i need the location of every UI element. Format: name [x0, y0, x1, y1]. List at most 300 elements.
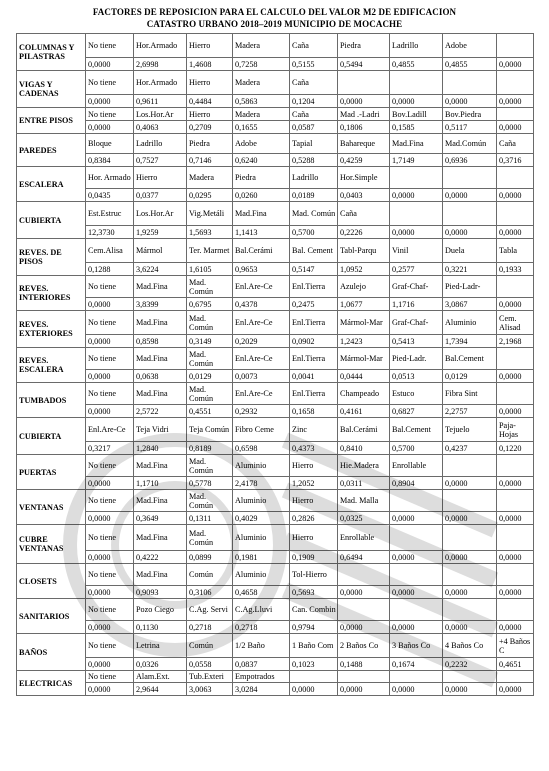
material-label-cell: Tejuelo	[443, 418, 497, 442]
material-label-cell: Graf-Chaf-	[390, 276, 443, 298]
factor-value-cell: 0,0000	[338, 95, 390, 108]
material-label-cell: Hor.Armado	[134, 34, 187, 58]
factor-value-cell: 0,0000	[497, 551, 534, 564]
material-label-cell: Caña	[290, 34, 338, 58]
material-label-cell: Bal.Cerámi	[233, 239, 290, 263]
factor-value-cell: 0,0000	[390, 683, 443, 696]
factor-value-cell: 0,0129	[187, 370, 233, 383]
factor-value-cell: 0,0403	[338, 189, 390, 202]
factor-value-cell: 0,0000	[86, 621, 134, 634]
category-cell: CUBIERTA	[17, 202, 86, 239]
material-label-cell: Teja Vidri	[134, 418, 187, 442]
material-label-cell	[497, 455, 534, 477]
factor-value-cell: 0,4063	[134, 121, 187, 134]
label-row	[17, 490, 534, 512]
factor-value-cell: 0,4551	[187, 405, 233, 418]
material-label-cell: Hor.Simple	[338, 167, 390, 189]
value-row	[17, 658, 534, 671]
factor-value-cell: 0,2232	[443, 658, 497, 671]
material-label-cell: Bal.Cement	[390, 418, 443, 442]
factor-value-cell: 1,7149	[390, 154, 443, 167]
material-label-cell: Hierro	[290, 455, 338, 477]
factor-value-cell: 0,1488	[338, 658, 390, 671]
factor-value-cell: 1,2840	[134, 442, 187, 455]
material-label-cell	[497, 383, 534, 405]
factor-value-cell: 2,1968	[497, 335, 534, 348]
factor-value-cell: 0,0000	[497, 512, 534, 525]
factor-value-cell: 0,4373	[290, 442, 338, 455]
factor-value-cell: 0,4484	[187, 95, 233, 108]
material-label-cell: Adobe	[233, 134, 290, 154]
value-row	[17, 512, 534, 525]
material-label-cell: No tiene	[86, 564, 134, 586]
material-label-cell	[443, 167, 497, 189]
factor-value-cell: 0,9653	[233, 263, 290, 276]
material-label-cell: Los.Hor.Ar	[134, 202, 187, 226]
material-label-cell	[390, 202, 443, 226]
factor-value-cell: 0,6936	[443, 154, 497, 167]
material-label-cell: No tiene	[86, 671, 134, 683]
material-label-cell: Caña	[497, 134, 534, 154]
factor-value-cell: 0,2577	[390, 263, 443, 276]
material-label-cell: No tiene	[86, 311, 134, 335]
factor-value-cell: 1,1413	[233, 226, 290, 239]
category-cell: REVES. DE PISOS	[17, 239, 86, 276]
category-cell: BAÑOS	[17, 634, 86, 671]
value-row	[17, 442, 534, 455]
material-label-cell: No tiene	[86, 525, 134, 551]
factor-value-cell: 1,4608	[187, 58, 233, 71]
material-label-cell	[497, 599, 534, 621]
material-label-cell	[338, 564, 390, 586]
factor-value-cell: 0,0000	[497, 95, 534, 108]
factor-value-cell: 0,0000	[86, 298, 134, 311]
material-label-cell: Común	[187, 564, 233, 586]
material-label-cell: Enl.Tierra	[290, 383, 338, 405]
factor-value-cell: 0,0000	[443, 586, 497, 599]
material-label-cell: Mad. Común	[290, 202, 338, 226]
material-label-cell	[390, 525, 443, 551]
factor-value-cell: 0,9794	[290, 621, 338, 634]
factor-value-cell: 0,0000	[86, 477, 134, 490]
factor-value-cell: 0,0000	[338, 683, 390, 696]
material-label-cell: No tiene	[86, 348, 134, 370]
factor-value-cell: 0,0000	[497, 58, 534, 71]
material-label-cell	[497, 108, 534, 121]
label-row	[17, 108, 534, 121]
material-label-cell: Bal.Cement	[443, 348, 497, 370]
factor-value-cell: 0,5494	[338, 58, 390, 71]
factor-value-cell: 0,7146	[187, 154, 233, 167]
material-label-cell	[497, 202, 534, 226]
factor-value-cell: 0,0041	[290, 370, 338, 383]
factor-value-cell: 0,5155	[290, 58, 338, 71]
factor-value-cell: 0,0189	[290, 189, 338, 202]
material-label-cell: Mad. Común	[187, 383, 233, 405]
factor-value-cell: 0,0000	[497, 683, 534, 696]
factor-value-cell: 1,1716	[390, 298, 443, 311]
factor-value-cell: 0,3149	[187, 335, 233, 348]
material-label-cell: Hor. Armado	[86, 167, 134, 189]
material-label-cell	[390, 490, 443, 512]
factor-value-cell: 0,1585	[390, 121, 443, 134]
material-label-cell: Caña	[290, 71, 338, 95]
material-label-cell: Tapial	[290, 134, 338, 154]
material-label-cell: Alam.Ext.	[134, 671, 187, 683]
material-label-cell	[497, 71, 534, 95]
category-cell: COLUMNAS Y PILASTRAS	[17, 34, 86, 71]
factor-value-cell: 0,1204	[290, 95, 338, 108]
material-label-cell: Aluminio	[233, 564, 290, 586]
factor-value-cell: 0,5700	[290, 226, 338, 239]
material-label-cell: Ladrillo	[134, 134, 187, 154]
material-label-cell: Ladrillo	[290, 167, 338, 189]
category-cell: PUERTAS	[17, 455, 86, 490]
factor-value-cell: 0,0000	[497, 298, 534, 311]
factor-value-cell: 0,4651	[497, 658, 534, 671]
material-label-cell: Can. Combin	[290, 599, 338, 621]
material-label-cell: Aluminio	[233, 525, 290, 551]
material-label-cell: Fibro Ceme	[233, 418, 290, 442]
factor-value-cell: 0,0000	[390, 512, 443, 525]
material-label-cell: Enl.Are-Ce	[233, 311, 290, 335]
material-label-cell	[290, 671, 338, 683]
material-label-cell	[497, 671, 534, 683]
material-label-cell	[443, 455, 497, 477]
material-label-cell: Enl.Tierra	[290, 276, 338, 298]
value-row	[17, 298, 534, 311]
factor-value-cell: 0,4237	[443, 442, 497, 455]
material-label-cell: Enrollable	[338, 525, 390, 551]
factor-value-cell: 0,0000	[290, 683, 338, 696]
factor-value-cell: 0,6827	[390, 405, 443, 418]
material-label-cell: 1/2 Baño	[233, 634, 290, 658]
factor-value-cell: 1,2052	[290, 477, 338, 490]
factor-value-cell: 0,1023	[290, 658, 338, 671]
material-label-cell: Hierro	[187, 34, 233, 58]
material-label-cell: Enl.Are-Ce	[233, 276, 290, 298]
factor-value-cell: 0,8384	[86, 154, 134, 167]
factor-value-cell: 0,0000	[390, 226, 443, 239]
material-label-cell: Enl.Tierra	[290, 348, 338, 370]
label-row	[17, 71, 534, 95]
material-label-cell: Mad.Fina	[134, 311, 187, 335]
factor-value-cell: 0,6598	[233, 442, 290, 455]
factor-value-cell: 0,0587	[290, 121, 338, 134]
factor-value-cell: 0,6240	[233, 154, 290, 167]
material-label-cell: C.Ag. Servi	[187, 599, 233, 621]
material-label-cell: Mármol	[134, 239, 187, 263]
material-label-cell: No tiene	[86, 455, 134, 477]
factor-value-cell: 0,0000	[86, 121, 134, 134]
factor-value-cell: 0,0902	[290, 335, 338, 348]
material-label-cell: Piedra	[233, 167, 290, 189]
label-row	[17, 311, 534, 335]
label-row	[17, 348, 534, 370]
factor-value-cell: 0,8410	[338, 442, 390, 455]
material-label-cell: Adobe	[443, 34, 497, 58]
material-label-cell	[497, 564, 534, 586]
material-label-cell: Común	[187, 634, 233, 658]
factor-value-cell: 0,0000	[86, 58, 134, 71]
material-label-cell: Pozo Ciego	[134, 599, 187, 621]
material-label-cell: Ter. Marmet	[187, 239, 233, 263]
category-cell: CUBIERTA	[17, 418, 86, 455]
material-label-cell: Est.Estruc	[86, 202, 134, 226]
category-cell: REVES. EXTERIORES	[17, 311, 86, 348]
factor-value-cell: 0,0000	[497, 405, 534, 418]
factor-value-cell: 0,1981	[233, 551, 290, 564]
material-label-cell: Piedra	[338, 34, 390, 58]
material-label-cell: Azulejo	[338, 276, 390, 298]
factor-value-cell: 0,0000	[443, 477, 497, 490]
material-label-cell: Hie.Madera	[338, 455, 390, 477]
factor-value-cell: 0,1909	[290, 551, 338, 564]
material-label-cell: Mad. Común	[187, 311, 233, 335]
material-label-cell: No tiene	[86, 490, 134, 512]
material-label-cell: Aluminio	[233, 490, 290, 512]
factor-value-cell: 0,6795	[187, 298, 233, 311]
factor-value-cell: 0,1220	[497, 442, 534, 455]
factor-value-cell: 0,0000	[497, 121, 534, 134]
material-label-cell	[390, 167, 443, 189]
category-cell: VIGAS Y CADENAS	[17, 71, 86, 108]
factor-value-cell: 0,3106	[187, 586, 233, 599]
category-cell: VENTANAS	[17, 490, 86, 525]
material-label-cell: Mad. Malla	[338, 490, 390, 512]
material-label-cell: Enl.Are-Ce	[233, 348, 290, 370]
material-label-cell: Hor.Armado	[134, 71, 187, 95]
factor-value-cell: 0,0000	[390, 95, 443, 108]
material-label-cell: Hierro	[134, 167, 187, 189]
material-label-cell: 4 Baños Co	[443, 634, 497, 658]
material-label-cell: Enl.Tierra	[290, 311, 338, 335]
material-label-cell: Aluminio	[233, 455, 290, 477]
factor-value-cell: 2,9644	[134, 683, 187, 696]
factor-value-cell: 0,0000	[390, 551, 443, 564]
factor-value-cell: 0,5413	[390, 335, 443, 348]
material-label-cell: Mad.Fina	[134, 455, 187, 477]
factor-value-cell: 0,2029	[233, 335, 290, 348]
material-label-cell: Mad. Común	[187, 525, 233, 551]
label-row	[17, 167, 534, 189]
value-row	[17, 95, 534, 108]
material-label-cell: Mármol-Mar	[338, 348, 390, 370]
value-row	[17, 621, 534, 634]
material-label-cell: Mad.Fina	[233, 202, 290, 226]
material-label-cell	[497, 167, 534, 189]
material-label-cell: No tiene	[86, 108, 134, 121]
material-label-cell: Bov.Piedra	[443, 108, 497, 121]
factor-value-cell: 0,4029	[233, 512, 290, 525]
value-row	[17, 154, 534, 167]
factor-value-cell: 0,8904	[390, 477, 443, 490]
factor-value-cell: 0,4222	[134, 551, 187, 564]
material-label-cell: Empotrados	[233, 671, 290, 683]
material-label-cell: +4 Baños C	[497, 634, 534, 658]
material-label-cell: Mad.Fina	[134, 276, 187, 298]
material-label-cell: Piedra	[187, 134, 233, 154]
material-label-cell: No tiene	[86, 634, 134, 658]
material-label-cell: Tabl-Parqu	[338, 239, 390, 263]
material-label-cell: Mad.Fina	[134, 383, 187, 405]
factor-value-cell: 0,0000	[497, 621, 534, 634]
factor-value-cell: 0,1311	[187, 512, 233, 525]
document-subtitle: CATASTRO URBANO 2018–2019 MUNICIPIO DE MOCACHE	[146, 19, 403, 29]
material-label-cell: Vinil	[390, 239, 443, 263]
material-label-cell: Bahareque	[338, 134, 390, 154]
label-row	[17, 564, 534, 586]
factors-table	[16, 33, 534, 696]
factor-value-cell: 1,0952	[338, 263, 390, 276]
material-label-cell: Pied-Ladr-	[443, 276, 497, 298]
factor-value-cell: 0,5700	[390, 442, 443, 455]
factor-value-cell: 0,0899	[187, 551, 233, 564]
material-label-cell: Mad.Fina	[134, 348, 187, 370]
factor-value-cell: 0,0558	[187, 658, 233, 671]
material-label-cell: Pied-Ladr.	[390, 348, 443, 370]
material-label-cell: Madera	[233, 34, 290, 58]
material-label-cell: No tiene	[86, 276, 134, 298]
material-label-cell: Ladrillo	[390, 34, 443, 58]
material-label-cell: Bloque	[86, 134, 134, 154]
material-label-cell	[443, 671, 497, 683]
factor-value-cell: 0,4378	[233, 298, 290, 311]
value-row	[17, 226, 534, 239]
factor-value-cell: 0,1658	[290, 405, 338, 418]
material-label-cell: No tiene	[86, 71, 134, 95]
category-cell: TUMBADOS	[17, 383, 86, 418]
factor-value-cell: 2,5722	[134, 405, 187, 418]
factor-value-cell: 1,9259	[134, 226, 187, 239]
material-label-cell: 2 Baños Co	[338, 634, 390, 658]
factor-value-cell: 0,0000	[443, 551, 497, 564]
category-cell: ELECTRICAS	[17, 671, 86, 696]
value-row	[17, 189, 534, 202]
label-row	[17, 525, 534, 551]
factor-value-cell: 0,0000	[86, 512, 134, 525]
material-label-cell: Cem.Alisa	[86, 239, 134, 263]
material-label-cell	[497, 525, 534, 551]
material-label-cell: Caña	[338, 202, 390, 226]
factor-value-cell: 0,0326	[134, 658, 187, 671]
factor-value-cell: 0,3649	[134, 512, 187, 525]
factor-value-cell: 1,1710	[134, 477, 187, 490]
factor-value-cell: 3,6224	[134, 263, 187, 276]
material-label-cell	[390, 564, 443, 586]
factor-value-cell: 0,1655	[233, 121, 290, 134]
label-row	[17, 671, 534, 683]
factor-value-cell: 0,6494	[338, 551, 390, 564]
material-label-cell	[390, 71, 443, 95]
material-label-cell: Hierro	[290, 525, 338, 551]
material-label-cell: Tol-Hierro	[290, 564, 338, 586]
material-label-cell: Enrollable	[390, 455, 443, 477]
factor-value-cell: 0,0295	[187, 189, 233, 202]
material-label-cell	[443, 490, 497, 512]
factor-value-cell: 0,0325	[338, 512, 390, 525]
value-row	[17, 335, 534, 348]
factor-value-cell: 0,0000	[86, 683, 134, 696]
factor-value-cell: 0,0444	[338, 370, 390, 383]
material-label-cell	[497, 276, 534, 298]
material-label-cell: Mad.Fina	[134, 490, 187, 512]
material-label-cell: Hierro	[290, 490, 338, 512]
factor-value-cell: 1,0677	[338, 298, 390, 311]
factor-value-cell: 1,5693	[187, 226, 233, 239]
factor-value-cell: 0,0000	[443, 189, 497, 202]
material-label-cell: Mad.Común	[443, 134, 497, 154]
material-label-cell	[443, 525, 497, 551]
factor-value-cell: 0,0311	[338, 477, 390, 490]
material-label-cell: Mad.Fina	[390, 134, 443, 154]
factor-value-cell: 0,0000	[497, 189, 534, 202]
factor-value-cell: 0,0513	[390, 370, 443, 383]
material-label-cell: No tiene	[86, 383, 134, 405]
material-label-cell: Mad. Común	[187, 348, 233, 370]
value-row	[17, 263, 534, 276]
material-label-cell	[497, 348, 534, 370]
factor-value-cell: 0,4855	[390, 58, 443, 71]
material-label-cell: Caña	[290, 108, 338, 121]
factor-value-cell: 0,1933	[497, 263, 534, 276]
material-label-cell: C.Ag.Lluvi	[233, 599, 290, 621]
value-row	[17, 121, 534, 134]
material-label-cell	[443, 71, 497, 95]
factor-value-cell: 0,0000	[497, 370, 534, 383]
factor-value-cell: 3,0063	[187, 683, 233, 696]
factor-value-cell: 0,0000	[497, 477, 534, 490]
material-label-cell: Mad.Fina	[134, 525, 187, 551]
value-row	[17, 58, 534, 71]
material-label-cell: Vig.Metáli	[187, 202, 233, 226]
material-label-cell: Duela	[443, 239, 497, 263]
material-label-cell: Madera	[187, 167, 233, 189]
factor-value-cell: 0,0000	[86, 551, 134, 564]
factor-value-cell: 0,7527	[134, 154, 187, 167]
material-label-cell: Madera	[233, 71, 290, 95]
label-row	[17, 599, 534, 621]
material-label-cell: Champeado	[338, 383, 390, 405]
factor-value-cell: 0,1674	[390, 658, 443, 671]
label-row	[17, 202, 534, 226]
factor-value-cell: 0,5778	[187, 477, 233, 490]
value-row	[17, 683, 534, 696]
factor-value-cell: 0,8189	[187, 442, 233, 455]
material-label-cell: Paja-Hojas	[497, 418, 534, 442]
factor-value-cell: 0,2709	[187, 121, 233, 134]
factor-value-cell: 0,4259	[338, 154, 390, 167]
material-label-cell: 1 Baño Com	[290, 634, 338, 658]
factor-value-cell: 12,3730	[86, 226, 134, 239]
material-label-cell: Bov.Ladill	[390, 108, 443, 121]
factor-value-cell: 0,0000	[86, 95, 134, 108]
factor-value-cell: 0,0073	[233, 370, 290, 383]
material-label-cell: Graf-Chaf-	[390, 311, 443, 335]
material-label-cell	[338, 599, 390, 621]
label-row	[17, 239, 534, 263]
factor-value-cell: 0,2226	[338, 226, 390, 239]
factor-value-cell: 0,7258	[233, 58, 290, 71]
factor-value-cell: 0,0000	[390, 586, 443, 599]
value-row	[17, 551, 534, 564]
material-label-cell: Hierro	[187, 71, 233, 95]
material-label-cell: Teja Común	[187, 418, 233, 442]
factor-value-cell: 0,2718	[233, 621, 290, 634]
factor-value-cell: 0,0377	[134, 189, 187, 202]
factor-value-cell: 0,3221	[443, 263, 497, 276]
material-label-cell: No tiene	[86, 34, 134, 58]
